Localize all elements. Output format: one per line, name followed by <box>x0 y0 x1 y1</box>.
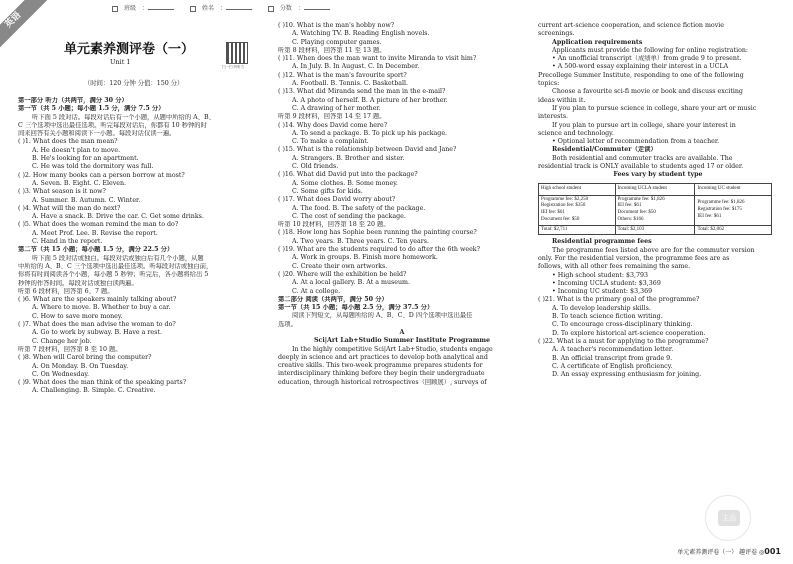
text-line: If you plan to pursue art in college, share your interest in <box>552 121 736 129</box>
text-line: 听第 8 段材料，回答第 11 至 13 题。 <box>278 46 386 54</box>
text-line: C. To make a complaint. <box>292 138 369 146</box>
text-line: If you plan to pursue science in college, share your art or music <box>552 104 757 112</box>
text-line: A. Seven. B. Eight. C. Eleven. <box>32 179 127 187</box>
fee-cell-ucla: Programme fee: $1,826 IEI fee: $61 Document fee: $50 Others: $166 <box>615 195 695 225</box>
text-line: 听下面 5 段对话或独白。每段对话或独白后有几个小题，从题 <box>32 254 204 262</box>
text-line: C. Create their own artworks. <box>292 262 388 270</box>
text-line: A. Two years. B. Three years. C. Ten years. <box>292 237 429 245</box>
text-line: ( )4. What will the man do next? <box>18 204 121 212</box>
text-line: C. How to save more money. <box>32 312 123 320</box>
text-line: 你将有时间阅读各个小题，每小题 5 秒钟；听完后，各小题将给出 5 <box>18 271 209 279</box>
watermark-stamp <box>705 495 751 541</box>
score-field[interactable] <box>304 9 330 10</box>
fee-table-total-row <box>539 225 772 235</box>
text-line: A. Summer. B. Autumn. C. Winter. <box>32 196 141 204</box>
text-line: Application requirements <box>552 38 643 46</box>
text-line: A. He doesn't plan to move. <box>32 146 121 154</box>
text-line: A. A photo of herself. B. A picture of her brother. <box>292 96 448 104</box>
text-line: C. Change her job. <box>32 337 92 345</box>
text-line: ideas within it. <box>538 96 586 104</box>
page-title: 单元素养测评卷（一） <box>64 42 195 57</box>
text-line: A. Go to work by subway. B. Have a rest. <box>32 329 162 337</box>
text-line: A. Football. B. Tennis. C. Basketball. <box>292 80 409 88</box>
text-line: 听第 7 段材料，回答第 8 至 10 题。 <box>18 345 122 353</box>
text-line: education, through historical retrospectives（回顾展）, surveys of <box>278 378 487 386</box>
stamp-text: 主品 <box>718 510 740 526</box>
text-line: Precollege Summer Institute, responding to one of the following <box>538 71 744 79</box>
passage-a-continued <box>538 22 778 180</box>
fee-table-header: High school student <box>539 183 616 195</box>
text-line: C. A certificate of English proficiency. <box>552 362 673 370</box>
fee-table-row <box>539 195 772 225</box>
text-line: ( )11. When does the man want to invite Miranda to visit him? <box>278 55 477 63</box>
text-line: ( )10. What is the man's hobby now? <box>278 22 395 29</box>
text-line: 选项。 <box>278 320 297 328</box>
text-line: • A 500-word essay explaining their interest in a UCLA <box>552 63 729 71</box>
text-line: 间来回答有关小题和阅读下一小题。每段对话仅读一遍。 <box>18 130 176 138</box>
text-line: A. Where to move. B. Whether to buy a car. <box>32 304 171 312</box>
text-line: In the highly competitive Sci|Art Lab+Studio, students engage <box>292 345 493 353</box>
text-line: follows, with all other fees remaining the same. <box>538 263 691 271</box>
column-3 <box>538 22 778 379</box>
text-line: ( )21. What is the primary goal of the programme? <box>538 296 700 304</box>
text-line: B. An official transcript from grade 9. <box>552 354 673 362</box>
text-line: ( )9. What does the man think of the speaking parts? <box>18 379 187 387</box>
text-line: C. Some gifts for kids. <box>292 187 363 195</box>
text-line: 第二节（共 15 小题；每小题 1.5 分，满分 22.5 分） <box>18 246 174 254</box>
text-line: ( )2. How many books can a person borrow at most? <box>18 171 185 179</box>
text-line: C. Hand in the report. <box>32 238 103 246</box>
text-line: A. On Monday. B. On Tuesday. <box>32 362 129 370</box>
page-number: 001 <box>764 547 781 557</box>
text-line: ( )13. What did Miranda send the man in the e-mail? <box>278 88 446 96</box>
text-line: current art-science cooperation, and science fiction movie <box>538 22 725 29</box>
text-line: Fees vary by student type <box>613 171 703 179</box>
fee-total: Total: $2,103 <box>615 225 695 235</box>
text-line: • An unofficial transcript（成绩单）from grade 9 to present. <box>552 55 742 63</box>
text-line: • Incoming UC student: $3,369 <box>552 288 653 296</box>
text-line: C. Old friends. <box>292 163 339 171</box>
class-label: 班级 <box>124 5 137 12</box>
text-line: C 三个选项中选出最佳选项。听完每段对话后，你都有 10 秒钟的时 <box>18 121 207 129</box>
text-line: • Optional letter of recommendation from a teacher. <box>552 138 720 146</box>
text-line: B. To teach science fiction writing. <box>552 313 663 321</box>
name-field[interactable] <box>226 9 252 10</box>
text-line: A. In July. B. In August. C. In December. <box>292 63 420 71</box>
text-line: 听第 6 段材料，回答第 6、7 题。 <box>18 287 114 295</box>
text-line: A. A teacher's recommendation letter. <box>552 346 674 354</box>
text-line: residential track is ONLY available to students aged 17 or older. <box>538 163 744 171</box>
text-line: A. Challenging. B. Simple. C. Creative. <box>32 387 156 395</box>
text-line: C. At a college. <box>292 287 341 295</box>
fee-cell-hs: Programme fee: $2,250 Registration fee: $350 IEI fee: $61 Document fee: $50 <box>539 195 616 225</box>
text-line: ( )5. What does the woman remind the man to do? <box>18 221 179 229</box>
text-line: C. The cost of sending the package. <box>292 212 406 220</box>
student-info-bar: 班级 ： 姓名 ： 分数 ： <box>110 5 342 13</box>
qr-caption: 扫一扫 听听力 <box>222 65 245 69</box>
score-label: 分数 <box>279 5 292 12</box>
text-line: interests. <box>538 113 569 121</box>
text-line: • Incoming UCLA student: $3,369 <box>552 279 661 287</box>
text-line: A. To develop leadership skills. <box>552 304 651 312</box>
text-line: 第一节（共 15 小题；每小题 2.5 分，满分 37.5 分） <box>278 304 434 312</box>
text-line: deeply in science and art practices to develop both analytical and <box>278 353 488 361</box>
text-line: screenings. <box>538 30 575 38</box>
name-label: 姓名 <box>201 5 214 12</box>
text-line: ( )12. What is the man's favourite sport? <box>278 71 407 79</box>
text-line: ( )14. Why does David come here? <box>278 121 388 129</box>
text-line: 听下面 5 段对话。每段对话后有一个小题，从题中所给的 A、B、 <box>32 113 215 121</box>
text-line: 第二部分 阅读（共两节，满分 50 分） <box>278 295 388 303</box>
text-line: ( )17. What does David worry about? <box>278 196 396 204</box>
text-line: interdisciplinary thinking before they begin their undergraduate <box>278 370 485 378</box>
text-line: ( )18. How long has Sophie been running the painting course? <box>278 229 477 237</box>
text-line: Applicants must provide the following for online registration: <box>552 46 749 54</box>
text-line: A. Have a snack. B. Drive the car. C. Get some drinks. <box>32 213 204 221</box>
text-line: Residential/Commuter（走读） <box>552 146 657 154</box>
text-line: C. He was told the dormitory was full. <box>32 163 154 171</box>
text-line: A. Strangers. B. Brother and sister. <box>292 154 405 162</box>
text-line: ( )3. What season is it now? <box>18 188 106 196</box>
text-line: 中所给的 A、B、C 三个选项中选出最佳选项。听每段对话或独白前， <box>18 262 213 270</box>
text-line: Residential programme fees <box>552 238 652 246</box>
text-line: ( )8. When will Carol bring the computer? <box>18 354 152 362</box>
text-line: A. To send a package. B. To pick up his package. <box>292 129 448 137</box>
text-line: creative skills. This two-week programme prepares students for <box>278 362 483 370</box>
text-line: ( )1. What does the man mean? <box>18 138 118 146</box>
unit-label: Unit 1 <box>110 58 131 66</box>
text-line: 第一节（共 5 小题；每小题 1.5 分，满分 7.5 分） <box>18 105 165 113</box>
text-line: 阅读下列短文，从每题所给的 A、B、C、D 四个选项中选出最佳 <box>292 312 473 320</box>
subject-banner <box>0 0 48 48</box>
text-line: A <box>399 328 405 336</box>
text-line: 秒钟的作答时间。每段对话或独白读两遍。 <box>18 279 138 287</box>
class-field[interactable] <box>148 9 174 10</box>
qr-code-icon[interactable] <box>226 42 248 64</box>
text-line: 听第 9 段材料，回答第 14 至 17 题。 <box>278 113 386 121</box>
text-line: A. Meet Prof. Lee. B. Revise the report. <box>32 229 158 237</box>
fee-total: Total: $2,062 <box>695 225 772 235</box>
text-line: C. To encourage cross-disciplinary thinking. <box>552 321 693 329</box>
text-line: 第一部分 听力（共两节，满分 30 分） <box>18 97 128 104</box>
fee-table <box>538 183 772 236</box>
passage-a-questions <box>538 238 778 379</box>
text-line: The programme fees listed above are for the commuter version <box>552 246 755 254</box>
text-line: A. Work in groups. B. Finish more homework. <box>292 254 438 262</box>
text-line: Choose a favourite sci-fi movie or book and discuss exciting <box>552 88 743 96</box>
text-line: B. He's looking for an apartment. <box>32 155 139 163</box>
text-line: • High school student: $3,793 <box>552 271 649 279</box>
text-line: D. An essay expressing enthusiasm for joining. <box>552 371 702 379</box>
text-line: A. Watching TV. B. Reading English novels. <box>292 30 430 38</box>
footer-label: 单元素养测评卷（一） 趣评卷 <box>677 549 758 557</box>
text-line: ( )20. Where will the exhibition be held? <box>278 270 407 278</box>
text-line: ( )22. What is a must for applying to the programme? <box>538 337 709 345</box>
text-line: ( )19. What are the students required to do after the 6th week? <box>278 246 480 254</box>
text-line: A. At a local gallery. B. At a museum. <box>292 279 411 287</box>
fee-table-header: Incoming UCLA student <box>615 183 695 195</box>
text-line: 听第 10 段材料，回答第 18 至 20 题。 <box>278 221 390 229</box>
text-line: A. Some clothes. B. Some money. <box>292 179 398 187</box>
text-line: Sci|Art Lab+Studio Summer Institute Programme <box>313 337 491 345</box>
text-line: Both residential and commuter tracks are available. The <box>552 154 733 162</box>
column-1 <box>18 97 266 396</box>
text-line: C. Playing computer games. <box>292 38 382 46</box>
text-line: ( )7. What does the man advise the woman to do? <box>18 321 176 329</box>
text-line: only. For the residential version, the programme fees are as <box>538 254 730 262</box>
fee-cell-uc: Programme fee: $1,826 Registration fee: $175 IEI fee: $61 <box>695 195 772 225</box>
text-line: C. A drawing of her mother. <box>292 104 381 112</box>
text-line: C. On Wednesday. <box>32 370 90 378</box>
fee-table-header: Incoming UC student <box>695 183 772 195</box>
column-2 <box>278 22 526 387</box>
page-footer: 单元素养测评卷（一） 趣评卷 ◎001 <box>677 547 781 557</box>
subject-banner-text: 英语 <box>3 10 24 31</box>
fee-total: Total: $2,711 <box>539 225 616 235</box>
text-line: ( )16. What did David put into the package? <box>278 171 418 179</box>
text-line: science and technology. <box>538 129 614 137</box>
text-line: A. The food. B. The safety of the package. <box>292 204 426 212</box>
time-score-info: （时间：120 分钟 分值：150 分） <box>84 80 184 87</box>
text-line: D. To explore historical art-science cooperation. <box>552 329 706 337</box>
text-line: ( )6. What are the speakers mainly talking about? <box>18 296 177 304</box>
text-line: ( )15. What is the relationship between David and Jane? <box>278 146 457 154</box>
text-line: topics: <box>538 80 560 88</box>
